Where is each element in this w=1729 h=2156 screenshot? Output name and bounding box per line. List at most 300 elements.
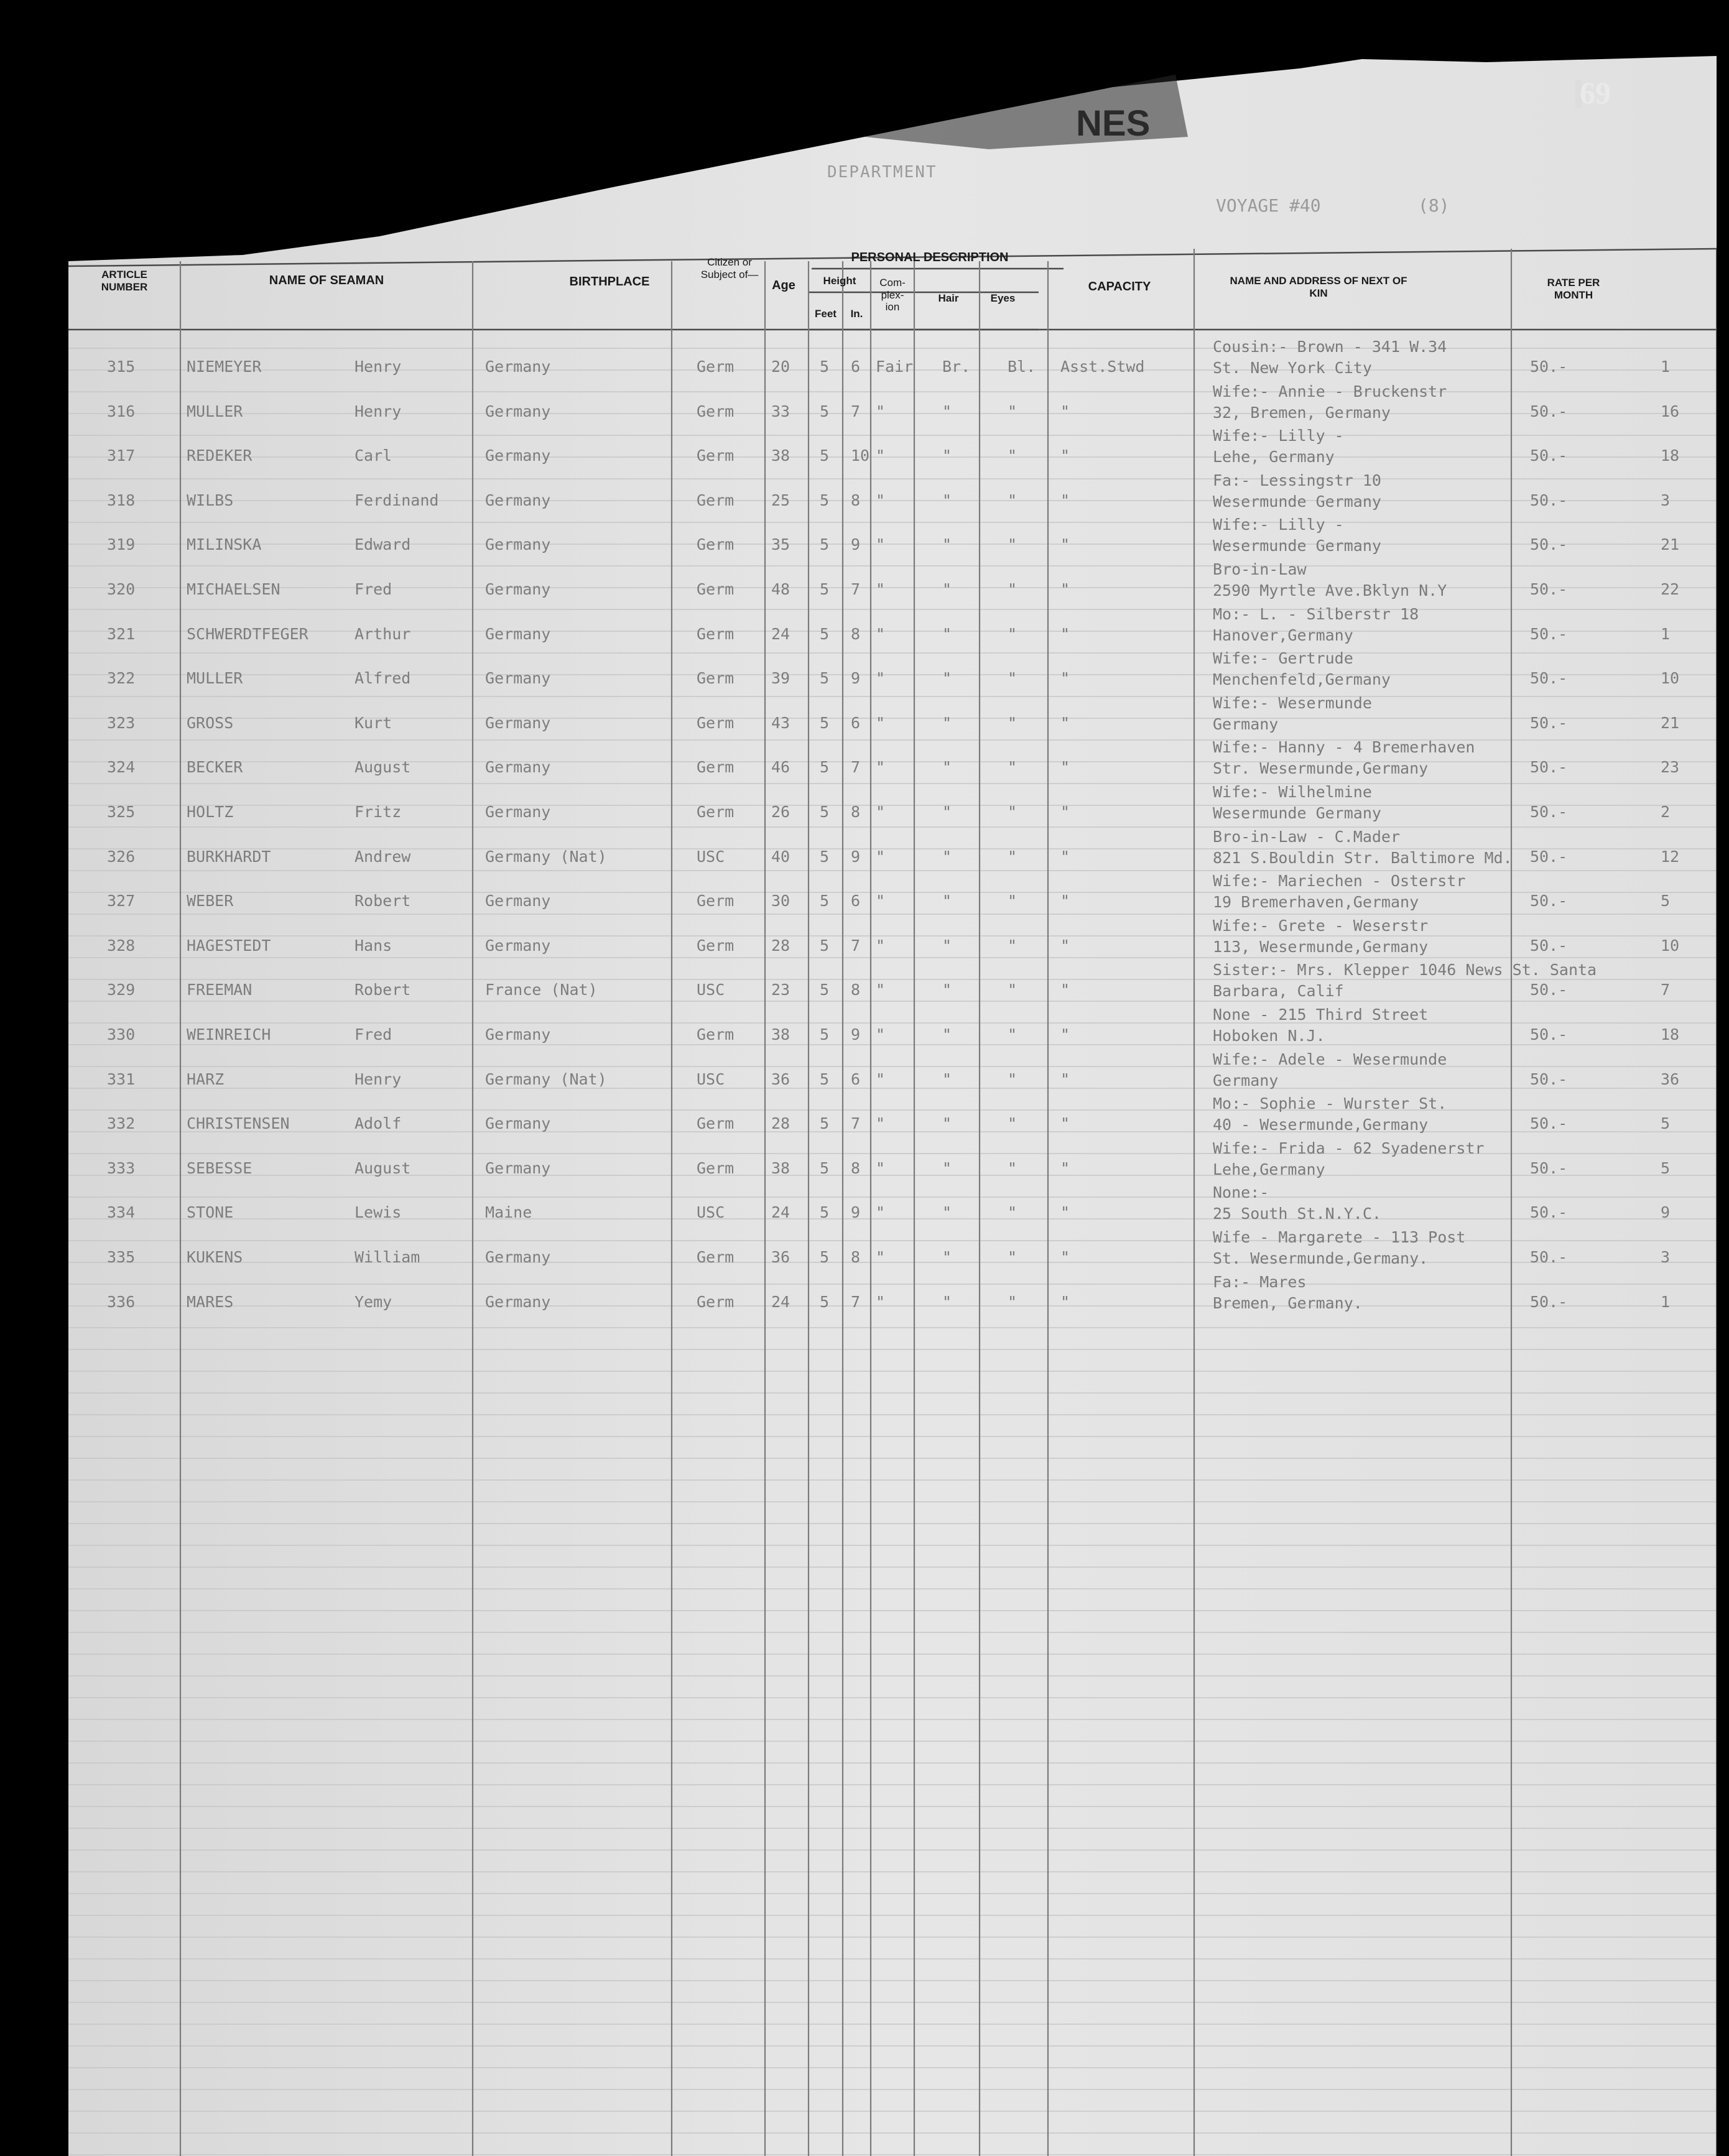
cell-eyes: " — [1008, 491, 1017, 509]
cell-kin-line1: Bro-in-Law — [1213, 560, 1307, 578]
cell-kin-line1: Fa:- Lessingstr 10 — [1213, 471, 1381, 489]
cell-rate: 50.- — [1530, 1203, 1568, 1222]
cell-given: Carl — [355, 446, 392, 465]
cell-rate: 50.- — [1530, 1070, 1568, 1088]
col-kin: NAME AND ADDRESS OF NEXT OF KIN — [1230, 275, 1407, 299]
cell-rate: 50.- — [1530, 803, 1568, 821]
cell-kin-line2: Barbara, Calif — [1213, 982, 1344, 1001]
cell-kin-line1: Fa:- Mares — [1213, 1272, 1307, 1291]
cell-inches: 9 — [851, 535, 861, 554]
cell-birthplace: Germany (Nat) — [485, 1070, 607, 1088]
cell-rate: 50.- — [1530, 1114, 1568, 1133]
cell-kin-line2: Germany — [1213, 715, 1279, 733]
cell-feet: 5 — [820, 892, 830, 910]
cell-capacity: " — [1060, 580, 1070, 598]
cell-article: 333 — [107, 1159, 136, 1177]
cell-kin-line1: Wife:- Adele - Wesermunde — [1213, 1050, 1447, 1068]
cell-citizen: Germ — [697, 758, 735, 777]
cell-kin-line2: 19 Bremerhaven,Germany — [1213, 893, 1419, 912]
cell-article: 321 — [107, 624, 136, 643]
cell-hair: " — [942, 758, 952, 777]
cell-birthplace: Germany — [485, 936, 551, 955]
cell-feet: 5 — [820, 936, 830, 955]
cell-rate: 50.- — [1530, 758, 1568, 777]
cell-kin-line1: Wife:- Frida - 62 Syadenerstr — [1213, 1139, 1485, 1157]
cell-feet: 5 — [820, 669, 830, 688]
cell-hair: " — [942, 713, 952, 732]
cell-hair: " — [942, 936, 952, 955]
cell-given: Lewis — [355, 1203, 402, 1222]
cell-article: 320 — [107, 580, 136, 598]
cell-birthplace: Germany — [485, 803, 551, 821]
col-citizen: Citizen or Subject of— — [700, 256, 759, 280]
cell-eyes: " — [1008, 936, 1017, 955]
cell-kin-line1: Wife:- Grete - Weserstr — [1213, 916, 1429, 935]
cell-surname: MILINSKA — [187, 535, 262, 554]
cell-age: 24 — [771, 1203, 790, 1222]
cell-capacity: " — [1060, 1203, 1070, 1222]
cell-surname: WEBER — [187, 892, 234, 910]
cell-feet: 5 — [820, 758, 830, 777]
cell-age: 38 — [771, 446, 790, 465]
cell-given: Edward — [355, 535, 411, 554]
cell-age: 28 — [771, 1114, 790, 1133]
cell-birthplace: Germany — [485, 892, 551, 910]
cell-birthplace: France (Nat) — [485, 981, 598, 999]
cell-days: 21 — [1661, 713, 1680, 732]
cell-article: 323 — [107, 713, 136, 732]
cell-capacity: " — [1060, 1159, 1070, 1177]
cell-capacity: " — [1060, 491, 1070, 509]
cell-article: 324 — [107, 758, 136, 777]
cell-age: 39 — [771, 669, 790, 688]
cell-capacity: " — [1060, 713, 1070, 732]
cell-rate: 50.- — [1530, 446, 1568, 465]
cell-complexion: " — [876, 936, 886, 955]
cell-surname: STONE — [187, 1203, 234, 1222]
cell-kin-line1: Sister:- Mrs. Klepper 1046 News St. Santa — [1213, 961, 1597, 979]
cell-inches: 9 — [851, 1025, 861, 1043]
cell-complexion: " — [876, 713, 886, 732]
cell-surname: MULLER — [187, 669, 243, 688]
cell-eyes: " — [1008, 758, 1017, 777]
cell-article: 319 — [107, 535, 136, 554]
cell-capacity: " — [1060, 1248, 1070, 1266]
cell-eyes: " — [1008, 847, 1017, 866]
cell-days: 16 — [1661, 402, 1680, 420]
cell-eyes: Bl. — [1008, 358, 1036, 376]
cell-hair: " — [942, 1203, 952, 1222]
cell-days: 36 — [1661, 1070, 1680, 1088]
cell-capacity: Asst.Stwd — [1060, 358, 1145, 376]
cell-hair: " — [942, 1248, 952, 1266]
cell-surname: MULLER — [187, 402, 243, 420]
cell-eyes: " — [1008, 803, 1017, 821]
cell-hair: " — [942, 892, 952, 910]
cell-inches: 7 — [851, 1292, 861, 1311]
cell-eyes: " — [1008, 535, 1017, 554]
cell-age: 46 — [771, 758, 790, 777]
cell-citizen: Germ — [697, 446, 735, 465]
cell-eyes: " — [1008, 1248, 1017, 1266]
cell-citizen: Germ — [697, 1025, 735, 1043]
cell-kin-line1: Wife:- Wesermunde — [1213, 693, 1372, 712]
cell-surname: REDEKER — [187, 446, 253, 465]
cell-complexion: " — [876, 1025, 886, 1043]
cell-given: Henry — [355, 358, 402, 376]
cell-feet: 5 — [820, 491, 830, 509]
cell-birthplace: Maine — [485, 1203, 532, 1222]
cell-birthplace: Germany — [485, 580, 551, 598]
cell-eyes: " — [1008, 892, 1017, 910]
cell-surname: WILBS — [187, 491, 234, 509]
manifest-sheet — [56, 0, 1717, 2156]
col-rate: RATE PER MONTH — [1547, 277, 1600, 301]
cell-feet: 5 — [820, 847, 830, 866]
cell-inches: 8 — [851, 981, 861, 999]
cell-article: 326 — [107, 847, 136, 866]
cell-article: 335 — [107, 1248, 136, 1266]
col-age: Age — [772, 279, 795, 292]
cell-feet: 5 — [820, 1203, 830, 1222]
cell-surname: HARZ — [187, 1070, 225, 1088]
cell-article: 315 — [107, 358, 136, 376]
cell-complexion: " — [876, 669, 886, 688]
cell-given: Ferdinand — [355, 491, 439, 509]
cell-kin-line2: Wesermunde Germany — [1213, 537, 1381, 555]
cell-surname: MICHAELSEN — [187, 580, 280, 598]
cell-surname: BURKHARDT — [187, 847, 271, 866]
cell-citizen: Germ — [697, 669, 735, 688]
cell-rate: 50.- — [1530, 847, 1568, 866]
cell-hair: " — [942, 1159, 952, 1177]
cell-given: Arthur — [355, 624, 411, 643]
cell-complexion: " — [876, 847, 886, 866]
cell-kin-line2: Hanover,Germany — [1213, 626, 1353, 644]
cell-article: 328 — [107, 936, 136, 955]
cell-kin-line1: Mo:- L. - Silberstr 18 — [1213, 604, 1419, 623]
cell-eyes: " — [1008, 624, 1017, 643]
cell-days: 5 — [1661, 892, 1671, 910]
cell-inches: 8 — [851, 803, 861, 821]
cell-eyes: " — [1008, 1159, 1017, 1177]
cell-surname: FREEMAN — [187, 981, 253, 999]
cell-surname: HAGESTEDT — [187, 936, 271, 955]
cell-birthplace: Germany — [485, 535, 551, 554]
cell-kin-line2: Menchenfeld,Germany — [1213, 670, 1391, 689]
cell-capacity: " — [1060, 1070, 1070, 1088]
cell-kin-line2: Bremen, Germany. — [1213, 1293, 1363, 1312]
cell-complexion: " — [876, 758, 886, 777]
cell-age: 38 — [771, 1159, 790, 1177]
cell-birthplace: Germany — [485, 713, 551, 732]
cell-rate: 50.- — [1530, 580, 1568, 598]
cell-citizen: USC — [697, 1070, 725, 1088]
col-capacity: CAPACITY — [1088, 280, 1151, 294]
cell-feet: 5 — [820, 1070, 830, 1088]
cell-given: Kurt — [355, 713, 392, 732]
department-label: DEPARTMENT — [827, 163, 937, 182]
cell-kin-line1: Wife:- Hanny - 4 Bremerhaven — [1213, 738, 1475, 757]
cell-complexion: " — [876, 491, 886, 509]
cell-age: 48 — [771, 580, 790, 598]
cell-kin-line1: Cousin:- Brown - 341 W.34 — [1213, 338, 1447, 356]
cell-hair: " — [942, 402, 952, 420]
cell-kin-line1: Wife:- Wilhelmine — [1213, 783, 1372, 801]
paper-background — [56, 0, 1717, 2156]
cell-article: 317 — [107, 446, 136, 465]
cell-birthplace: Germany — [485, 402, 551, 420]
cell-rate: 50.- — [1530, 669, 1568, 688]
cell-capacity: " — [1060, 758, 1070, 777]
cell-kin-line2: Wesermunde Germany — [1213, 804, 1381, 822]
col-feet: Feet — [815, 308, 837, 320]
cell-eyes: " — [1008, 446, 1017, 465]
cell-birthplace: Germany — [485, 624, 551, 643]
cell-citizen: Germ — [697, 624, 735, 643]
cell-rate: 50.- — [1530, 535, 1568, 554]
cell-surname: BECKER — [187, 758, 243, 777]
cell-article: 316 — [107, 402, 136, 420]
cell-given: Fred — [355, 580, 392, 598]
cell-feet: 5 — [820, 713, 830, 732]
cell-eyes: " — [1008, 580, 1017, 598]
cell-capacity: " — [1060, 402, 1070, 420]
cell-rate: 50.- — [1530, 713, 1568, 732]
cell-inches: 8 — [851, 1159, 861, 1177]
cell-rate: 50.- — [1530, 1159, 1568, 1177]
cell-given: August — [355, 1159, 411, 1177]
cell-article: 330 — [107, 1025, 136, 1043]
cell-complexion: " — [876, 803, 886, 821]
cell-days: 2 — [1661, 803, 1671, 821]
cell-rate: 50.- — [1530, 1248, 1568, 1266]
cell-citizen: Germ — [697, 1292, 735, 1311]
cell-given: Hans — [355, 936, 392, 955]
cell-article: 334 — [107, 1203, 136, 1222]
cell-rate: 50.- — [1530, 892, 1568, 910]
cell-birthplace: Germany — [485, 446, 551, 465]
cell-days: 23 — [1661, 758, 1680, 777]
cell-hair: " — [942, 491, 952, 509]
cell-given: August — [355, 758, 411, 777]
cell-citizen: Germ — [697, 580, 735, 598]
cell-hair: " — [942, 446, 952, 465]
cell-complexion: " — [876, 1292, 886, 1311]
cell-kin-line1: Wife:- Mariechen - Osterstr — [1213, 872, 1466, 891]
cell-hair: " — [942, 1292, 952, 1311]
cell-complexion: " — [876, 892, 886, 910]
cell-age: 28 — [771, 936, 790, 955]
cell-citizen: Germ — [697, 936, 735, 955]
cell-days: 9 — [1661, 1203, 1671, 1222]
cell-birthplace: Germany — [485, 669, 551, 688]
cell-kin-line2: Germany — [1213, 1071, 1279, 1090]
cell-days: 1 — [1661, 1292, 1671, 1311]
cell-eyes: " — [1008, 1025, 1017, 1043]
cell-article: 327 — [107, 892, 136, 910]
cell-hair: " — [942, 624, 952, 643]
cell-hair: " — [942, 847, 952, 866]
cell-article: 332 — [107, 1114, 136, 1133]
cell-citizen: Germ — [697, 803, 735, 821]
cell-kin-line2: 25 South St.N.Y.C. — [1213, 1205, 1381, 1223]
cell-capacity: " — [1060, 669, 1070, 688]
cell-kin-line2: 113, Wesermunde,Germany — [1213, 937, 1429, 956]
cell-complexion: " — [876, 446, 886, 465]
cell-feet: 5 — [820, 1292, 830, 1311]
cell-age: 35 — [771, 535, 790, 554]
cell-complexion: Fair — [876, 358, 914, 376]
cell-days: 12 — [1661, 847, 1680, 866]
cell-surname: HOLTZ — [187, 803, 234, 821]
cell-feet: 5 — [820, 624, 830, 643]
cell-given: Alfred — [355, 669, 411, 688]
cell-given: Yemy — [355, 1292, 392, 1311]
cell-feet: 5 — [820, 446, 830, 465]
cell-days: 7 — [1661, 981, 1671, 999]
cell-surname: KUKENS — [187, 1248, 243, 1266]
cell-kin-line1: Mo:- Sophie - Wurster St. — [1213, 1094, 1447, 1113]
cell-citizen: Germ — [697, 892, 735, 910]
cell-feet: 5 — [820, 580, 830, 598]
col-hair: Hair — [938, 292, 959, 304]
cell-feet: 5 — [820, 1114, 830, 1133]
cell-complexion: " — [876, 402, 886, 420]
cell-inches: 7 — [851, 936, 861, 955]
cell-given: Robert — [355, 892, 411, 910]
cell-article: 318 — [107, 491, 136, 509]
cell-birthplace: Germany (Nat) — [485, 847, 607, 866]
cell-rate: 50.- — [1530, 981, 1568, 999]
cell-inches: 7 — [851, 402, 861, 420]
cell-feet: 5 — [820, 1248, 830, 1266]
cell-days: 3 — [1661, 491, 1671, 509]
cell-citizen: USC — [697, 847, 725, 866]
cell-citizen: Germ — [697, 1159, 735, 1177]
cell-birthplace: Germany — [485, 1292, 551, 1311]
cell-age: 25 — [771, 491, 790, 509]
cell-given: Andrew — [355, 847, 411, 866]
cell-inches: 7 — [851, 580, 861, 598]
cell-feet: 5 — [820, 1025, 830, 1043]
cell-citizen: Germ — [697, 1114, 735, 1133]
cell-inches: 10 — [851, 446, 870, 465]
cell-article: 322 — [107, 669, 136, 688]
cell-kin-line1: Wife:- Lilly - — [1213, 427, 1344, 445]
cell-hair: " — [942, 580, 952, 598]
cell-kin-line2: 2590 Myrtle Ave.Bklyn N.Y — [1213, 581, 1447, 599]
cell-days: 18 — [1661, 1025, 1680, 1043]
cell-eyes: " — [1008, 1292, 1017, 1311]
cell-hair: Br. — [942, 358, 971, 376]
cell-inches: 8 — [851, 624, 861, 643]
cell-age: 26 — [771, 803, 790, 821]
cell-citizen: USC — [697, 981, 725, 999]
col-eyes: Eyes — [990, 292, 1016, 304]
cell-inches: 8 — [851, 1248, 861, 1266]
cell-age: 38 — [771, 1025, 790, 1043]
cell-rate: 50.- — [1530, 358, 1568, 376]
cell-citizen: Germ — [697, 358, 735, 376]
cell-surname: SEBESSE — [187, 1159, 253, 1177]
cell-rate: 50.- — [1530, 624, 1568, 643]
cell-complexion: " — [876, 1248, 886, 1266]
cell-capacity: " — [1060, 1292, 1070, 1311]
cell-kin-line2: St. New York City — [1213, 359, 1372, 377]
cell-citizen: Germ — [697, 402, 735, 420]
cell-given: Robert — [355, 981, 411, 999]
cell-surname: SCHWERDTFEGER — [187, 624, 308, 643]
cell-citizen: Germ — [697, 713, 735, 732]
cell-given: Fritz — [355, 803, 402, 821]
cell-kin-line2: St. Wesermunde,Germany. — [1213, 1249, 1429, 1267]
cell-age: 36 — [771, 1248, 790, 1266]
cell-complexion: " — [876, 1203, 886, 1222]
cell-feet: 5 — [820, 803, 830, 821]
cell-hair: " — [942, 1114, 952, 1133]
cell-age: 30 — [771, 892, 790, 910]
cell-complexion: " — [876, 1114, 886, 1133]
col-personal: PERSONAL DESCRIPTION — [851, 251, 1009, 264]
cell-rate: 50.- — [1530, 1025, 1568, 1043]
cell-citizen: Germ — [697, 491, 735, 509]
cell-inches: 6 — [851, 713, 861, 732]
cell-given: Henry — [355, 402, 402, 420]
cell-complexion: " — [876, 624, 886, 643]
cell-kin-line2: Hoboken N.J. — [1213, 1027, 1325, 1045]
col-birthplace: BIRTHPLACE — [569, 275, 650, 289]
cell-capacity: " — [1060, 847, 1070, 866]
cell-days: 22 — [1661, 580, 1680, 598]
cell-surname: NIEMEYER — [187, 358, 262, 376]
cell-complexion: " — [876, 981, 886, 999]
cell-age: 24 — [771, 1292, 790, 1311]
cell-rate: 50.- — [1530, 402, 1568, 420]
cell-capacity: " — [1060, 936, 1070, 955]
cell-capacity: " — [1060, 981, 1070, 999]
cell-feet: 5 — [820, 535, 830, 554]
cell-inches: 8 — [851, 491, 861, 509]
cell-capacity: " — [1060, 1114, 1070, 1133]
cell-complexion: " — [876, 580, 886, 598]
cell-article: 331 — [107, 1070, 136, 1088]
cell-rate: 50.- — [1530, 1292, 1568, 1311]
page-number: 69 — [1580, 75, 1611, 110]
cell-birthplace: Germany — [485, 1025, 551, 1043]
cell-capacity: " — [1060, 535, 1070, 554]
cell-days: 5 — [1661, 1114, 1671, 1133]
cell-birthplace: Germany — [485, 758, 551, 777]
col-inches: In. — [850, 308, 863, 320]
cell-capacity: " — [1060, 624, 1070, 643]
cell-given: William — [355, 1248, 420, 1266]
cell-hair: " — [942, 1025, 952, 1043]
cell-birthplace: Germany — [485, 1248, 551, 1266]
cell-kin-line2: 40 - Wesermunde,Germany — [1213, 1116, 1429, 1134]
cell-capacity: " — [1060, 1025, 1070, 1043]
cell-feet: 5 — [820, 1159, 830, 1177]
col-name: NAME OF SEAMAN — [269, 274, 384, 287]
cell-kin-line2: Str. Wesermunde,Germany — [1213, 759, 1429, 778]
cell-inches: 6 — [851, 1070, 861, 1088]
cell-days: 1 — [1661, 358, 1671, 376]
cell-citizen: Germ — [697, 1248, 735, 1266]
cell-inches: 6 — [851, 892, 861, 910]
cell-age: 20 — [771, 358, 790, 376]
cell-feet: 5 — [820, 402, 830, 420]
cell-rate: 50.- — [1530, 491, 1568, 509]
